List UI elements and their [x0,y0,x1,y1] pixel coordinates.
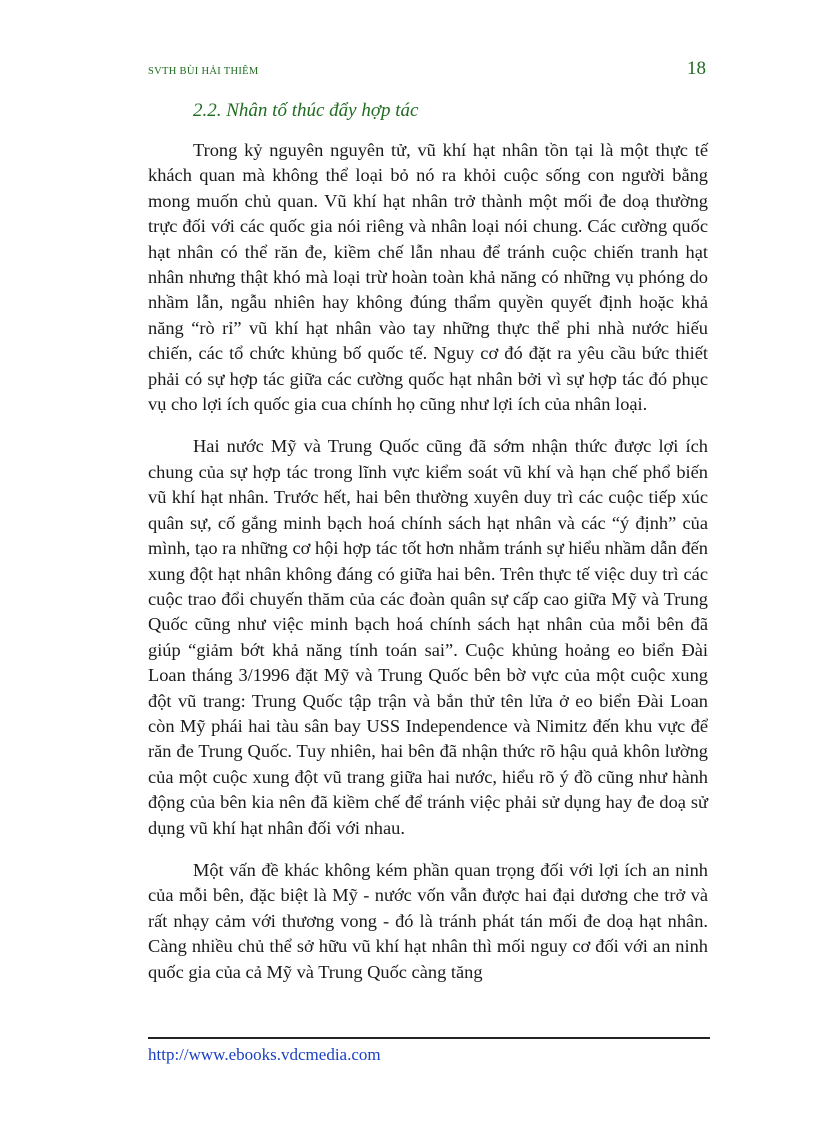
paragraph-3: Một vấn đề khác không kém phần quan trọng đối với lợi ích an ninh của mỗi bên, đặc biệt là Mỹ - nước vốn vẫn được hai đại dương che trở và rất nhạy cảm với thương vong - đó là tránh phát tán mối đe doạ hạt nhân. Càng nhiều chủ thể sở hữu vũ khí hạt nhân thì mối nguy cơ đối với an ninh quốc gia của cả Mỹ và Trung Quốc càng tăng [148,859,708,982]
paragraph-2: Hai nước Mỹ và Trung Quốc cũng đã sớm nhận thức được lợi ích chung của sự hợp tác trong lĩnh vực kiểm soát vũ khí và hạn chế phổ biến vũ khí hạt nhân. Trước hết, hai bên thường xuyên duy trì các cuộc tiếp xúc quân sự, cố gắng minh bạch hoá chính sách hạt nhân và các “ý định” của mình, tạo ra những cơ hội hợp tác tốt hơn nhằm tránh sự hiểu nhầm dẫn đến xung đột hạt nhân không đáng có giữa hai bên. Trên thực tế việc duy trì các cuộc trao đổi chuyến thăm của các đoàn quân sự cấp cao giữa Mỹ và Trung Quốc cũng như việc minh bạch hoá chính sách hạt nhân của mỗi bên đã giúp “giảm bớt khả năng tính toán sai”. Cuộc khủng hoảng eo biển Đài Loan tháng 3/1996 đặt Mỹ và Trung Quốc bên bờ vực của một cuộc xung đột vũ trang: Trung Quốc tập trận và bắn thử tên lửa ở eo biển Đài Loan còn Mỹ phái hai tàu sân bay USS Independence và Nimitz đến khu vực để răn đe Trung Quốc. Tuy nhiên, hai bên đã nhận thức rõ hậu quả khôn lường của một cuộc xung đột vũ trang giữa hai nước, hiểu rõ ý đồ cũng như hành động của bên kia nên đã kiềm chế để tránh việc phải sử dụng hay đe doạ sử dụng vũ khí hạt nhân đối với nhau. [148,436,708,838]
footer-divider [148,1037,710,1039]
header-author: SVTH BÙI HẢI THIÊM [148,66,259,77]
section-heading: 2.2. Nhân tố thúc đẩy hợp tác [193,100,419,121]
paragraph-1: Trong kỷ nguyên nguyên tử, vũ khí hạt nhân tồn tại là một thực tế khách quan mà không thể loại bỏ nó ra khỏi cuộc sống con người bằng mong muốn chủ quan. Vũ khí hạt nhân trở thành một mối đe doạ thường trực đối với các quốc gia nói riêng và nhân loại nói chung. Các cường quốc hạt nhân có thể răn đe, kiềm chế lẫn nhau để tránh cuộc chiến tranh hạt nhân nhưng thật khó mà loại trừ hoàn toàn khả năng có những vụ phóng do nhầm lẫn, ngẫu nhiên hay không đúng thẩm quyền quyết định hoặc khả năng “rò rỉ” vũ khí hạt nhân vào tay những thực thể phi nhà nước hiếu chiến, các tổ chức khủng bố quốc tế. Nguy cơ đó đặt ra yêu cầu bức thiết phải có sự hợp tác giữa các cường quốc hạt nhân bởi vì sự hợp tác đó phục vụ cho lợi ích quốc gia cua chính họ cũng như lợi ích của nhân loại. [148,140,708,415]
page-number: 18 [687,58,706,79]
footer-link[interactable]: http://www.ebooks.vdcmedia.com [148,1045,381,1064]
body-text [148,138,708,1002]
